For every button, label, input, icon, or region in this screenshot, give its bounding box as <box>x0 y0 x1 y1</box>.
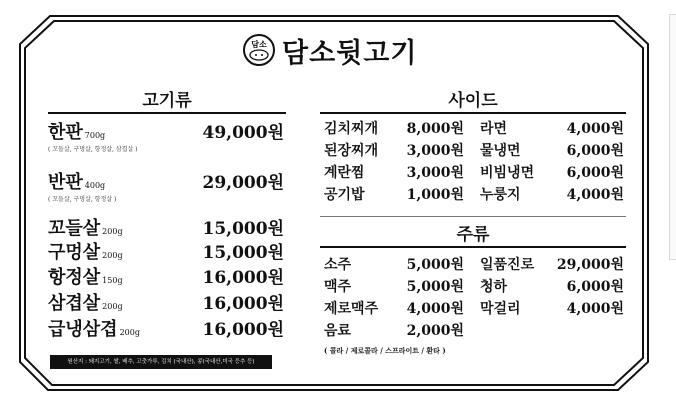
drinks-item-price: 2,000원 <box>406 323 464 339</box>
meat-weight: 700g <box>84 131 106 140</box>
side-item-name: 된장찌개 <box>324 143 379 159</box>
side-item <box>480 140 624 160</box>
drinks-item-name: 막걸리 <box>480 301 521 317</box>
side-item-price: 6,000원 <box>566 165 624 181</box>
side-item <box>324 118 464 138</box>
side-item-price: 1,000원 <box>406 187 464 203</box>
side-item <box>324 140 464 160</box>
drinks-item <box>324 276 464 296</box>
meat-name-text: 반판 <box>48 172 83 193</box>
meat-price: 15,000원 <box>202 243 284 263</box>
drinks-heading: 주류 <box>320 220 626 248</box>
side-item <box>324 162 464 182</box>
drinks-item-name: 청하 <box>480 279 508 295</box>
pig-logo-icon <box>242 33 276 67</box>
meat-item <box>48 168 284 203</box>
logo-text: 담소 <box>251 40 267 49</box>
side-item-price: 3,000원 <box>406 165 464 181</box>
restaurant-title: 담소뒷고기 <box>282 37 418 69</box>
side-item-name: 누룽지 <box>480 187 521 203</box>
side-item <box>480 118 624 138</box>
drinks-item <box>324 298 464 318</box>
meat-weight: 200g <box>102 302 123 311</box>
meat-item <box>48 315 284 341</box>
meat-heading: 고기류 <box>48 86 286 114</box>
side-item-name: 물냉면 <box>480 143 521 159</box>
drinks-item-price: 29,000원 <box>556 257 624 273</box>
meat-name-text: 항정살 <box>48 267 101 288</box>
side-item-name: 공기밥 <box>324 187 365 203</box>
drinks-item <box>480 254 624 274</box>
meat-composition-note: ( 꼬들살, 구멍살, 항정살 ) <box>48 196 117 203</box>
side-heading: 사이드 <box>320 86 626 114</box>
meat-weight: 200g <box>102 227 123 236</box>
meat-item <box>48 118 284 153</box>
meat-weight: 200g <box>119 328 140 337</box>
meat-item <box>48 238 284 264</box>
drinks-item-price: 5,000원 <box>406 279 464 295</box>
drinks-item-name: 일품진로 <box>480 257 535 273</box>
meat-price: 16,000원 <box>202 294 284 314</box>
drinks-item-name: 소주 <box>324 257 352 273</box>
beverage-options-note: ( 콜라 / 제로콜라 / 스프라이트 / 환타 ) <box>324 346 446 355</box>
drinks-item-price: 4,000원 <box>406 301 464 317</box>
drinks-item <box>324 320 464 340</box>
side-item-price: 6,000원 <box>566 143 624 159</box>
side-item-price: 3,000원 <box>406 143 464 159</box>
meat-item <box>48 263 284 289</box>
meat-item <box>48 289 284 315</box>
side-item-name: 라면 <box>480 121 508 137</box>
drinks-item-price: 5,000원 <box>406 257 464 273</box>
drinks-item <box>324 254 464 274</box>
side-item <box>480 162 624 182</box>
meat-name-text: 급냉삼겹 <box>48 319 118 340</box>
drinks-item-name: 제로맥주 <box>324 301 379 317</box>
brand-header <box>242 30 432 70</box>
meat-name-text: 구멍살 <box>48 242 101 263</box>
meat-price: 49,000원 <box>202 123 284 143</box>
meat-price: 15,000원 <box>202 219 284 239</box>
drinks-item <box>480 276 624 296</box>
meat-price: 16,000원 <box>202 320 284 340</box>
side-item-name: 비빔냉면 <box>480 165 535 181</box>
drinks-item <box>480 298 624 318</box>
meat-weight: 200g <box>102 251 123 260</box>
side-item-price: 4,000원 <box>566 121 624 137</box>
meat-name-text: 한판 <box>48 122 83 143</box>
section-divider <box>320 216 626 217</box>
side-item-price: 8,000원 <box>406 121 464 137</box>
meat-weight: 150g <box>102 276 123 285</box>
meat-weight: 400g <box>84 181 106 190</box>
side-item-price: 4,000원 <box>566 187 624 203</box>
drinks-item-price: 4,000원 <box>566 301 624 317</box>
drinks-item-name: 음료 <box>324 323 352 339</box>
meat-item <box>48 214 284 240</box>
side-item <box>324 184 464 204</box>
side-item-name: 김치찌개 <box>324 121 379 137</box>
side-item <box>480 184 624 204</box>
meat-name-text: 꼬들살 <box>48 218 101 239</box>
drinks-item-price: 6,000원 <box>566 279 624 295</box>
meat-price: 29,000원 <box>202 173 284 193</box>
drinks-item-name: 맥주 <box>324 279 352 295</box>
meat-price: 16,000원 <box>202 268 284 288</box>
meat-name-text: 삼겹살 <box>48 293 101 314</box>
meat-composition-note: ( 꼬들살, 구멍살, 항정살, 삼겹살 ) <box>48 146 138 153</box>
origin-notice: 원산지 : 돼지고기, 쌀, 배추, 고춧가루, 김치 (국내산), 콩(국내산,미국 등추 등) <box>50 355 272 369</box>
side-item-name: 계란찜 <box>324 165 365 181</box>
